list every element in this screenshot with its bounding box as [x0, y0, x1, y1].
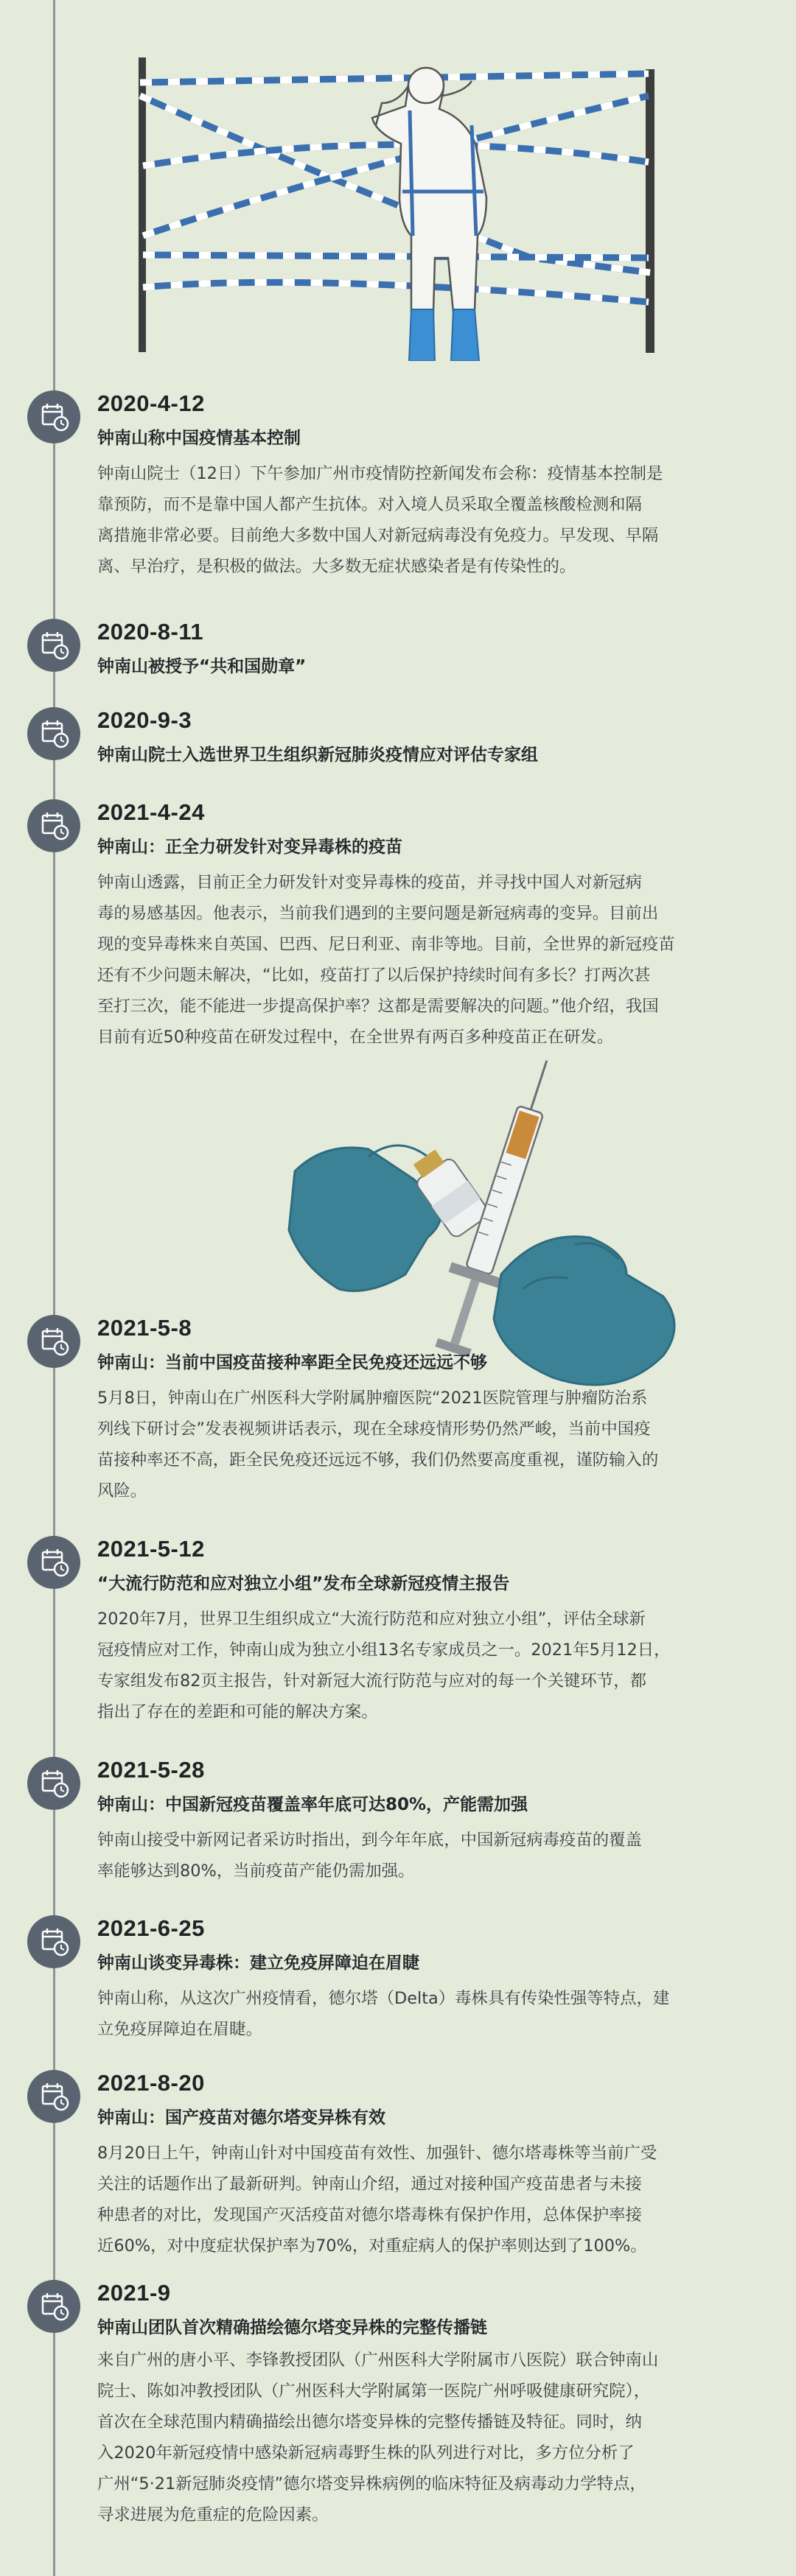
calendar-clock-icon	[27, 2280, 80, 2333]
body-line: 2020年7月，世界卫生组织成立“大流行防范和应对独立小组”，评估全球新	[97, 1610, 646, 1629]
entry-date: 2021-8-20	[97, 2070, 205, 2096]
entry-headline: 钟南山：国产疫苗对德尔塔变异株有效	[97, 2108, 385, 2127]
entry-date: 2021-4-24	[97, 799, 205, 825]
entry-body	[97, 2138, 746, 2261]
entry-date: 2020-4-12	[97, 390, 205, 416]
body-line: 目前有近50种疫苗在研发过程中，在全世界有两百多种疫苗正在研发。	[97, 1028, 614, 1047]
entry-headline: 钟南山：当前中国疫苗接种率距全民免疫还远远不够	[97, 1353, 487, 1372]
body-line: 列线下研讨会”发表视频讲话表示，现在全球疫情形势仍然严峻，当前中国疫	[97, 1419, 651, 1439]
entry-body	[97, 867, 746, 1053]
body-line: 专家组发布82页主报告，针对新冠大流行防范与应对的每一个关键环节，都	[97, 1671, 646, 1691]
body-line: 入2020年新冠疫情中感染新冠病毒野生株的队列进行对比，多方位分析了	[97, 2443, 635, 2463]
entry-body	[97, 2345, 746, 2530]
body-line: 钟南山接受中新网记者采访时指出，到今年年底，中国新冠病毒疫苗的覆盖	[97, 1831, 642, 1850]
body-line: 毒的易感基因。他表示，当前我们遇到的主要问题是新冠病毒的变异。目前出	[97, 904, 659, 923]
body-line: 现的变异毒株来自英国、巴西、尼日利亚、南非等地。目前，全世界的新冠疫苗	[97, 935, 675, 954]
entry-body	[97, 1983, 746, 2045]
body-line: 5月8日，钟南山在广州医科大学附属肿瘤医院“2021医院管理与肿瘤防治系	[97, 1389, 648, 1408]
body-line: 首次在全球范围内精确描绘出德尔塔变异株的完整传播链及特征。同时，纳	[97, 2412, 642, 2432]
calendar-clock-icon	[27, 1315, 80, 1368]
calendar-clock-icon	[27, 799, 80, 852]
calendar-clock-icon	[27, 2070, 80, 2123]
calendar-clock-icon	[27, 619, 80, 672]
body-line: 率能够达到80%，当前疫苗产能仍需加强。	[97, 1861, 415, 1881]
body-line: 来自广州的唐小平、李锋教授团队（广州医科大学附属市八医院）联合钟南山	[97, 2351, 659, 2370]
calendar-clock-icon	[27, 390, 80, 443]
body-line: 近60%，对中度症状保护率为70%，对重症病人的保护率则达到了100%。	[97, 2236, 647, 2256]
body-line: 还有不少问题未解决，“比如，疫苗打了以后保护持续时间有多长？打两次甚	[97, 966, 651, 985]
entry-body	[97, 1825, 746, 1887]
body-line: 广州“5·21新冠肺炎疫情”德尔塔变异株病例的临床特征及病毒动力学特点，	[97, 2474, 646, 2493]
entry-body	[97, 1604, 746, 1727]
entry-date: 2020-8-11	[97, 619, 204, 645]
body-line: 种患者的对比，发现国产灭活疫苗对德尔塔毒株有保护作用，总体保护率接	[97, 2205, 642, 2225]
entry-body	[97, 458, 746, 582]
body-line: 钟南山透露，目前正全力研发针对变异毒株的疫苗，并寻找中国人对新冠病	[97, 873, 642, 892]
entry-headline: 钟南山谈变异毒株：建立免疫屏障迫在眉睫	[97, 1954, 419, 1973]
medical-worker-taping-barrier-illustration	[118, 15, 678, 361]
body-line: 苗接种率还不高，距全民免疫还远远不够，我们仍然要高度重视，谨防输入的	[97, 1450, 659, 1470]
body-line: 8月20日上午，钟南山针对中国疫苗有效性、加强针、德尔塔毒株等当前广受	[97, 2144, 657, 2163]
entry-date: 2021-5-12	[97, 1536, 205, 1562]
body-line: 院士、陈如冲教授团队（广州医科大学附属第一医院广州呼吸健康研究院），	[97, 2382, 651, 2401]
body-line: 靠预防，而不是靠中国人都产生抗体。对入境人员采取全覆盖核酸检测和隔	[97, 495, 642, 514]
entry-headline: 钟南山团队首次精确描绘德尔塔变异株的完整传播链	[97, 2318, 487, 2337]
entry-date: 2021-5-28	[97, 1757, 205, 1783]
entry-date: 2021-6-25	[97, 1915, 205, 1941]
entry-body	[97, 1383, 746, 1506]
entry-date: 2021-9	[97, 2280, 171, 2306]
body-line: 钟南山称，从这次广州疫情看，德尔塔（Delta）毒株具有传染性强等特点，建	[97, 1989, 670, 2008]
entry-headline: 钟南山称中国疫情基本控制	[97, 429, 301, 448]
entry-date: 2020-9-3	[97, 707, 192, 733]
entry-headline: 钟南山院士入选世界卫生组织新冠肺炎疫情应对评估专家组	[97, 745, 538, 765]
body-line: 离措施非常必要。目前绝大多数中国人对新冠病毒没有免疫力。早发现、早隔	[97, 526, 659, 545]
body-line: 关注的话题作出了最新研判。钟南山介绍，通过对接种国产疫苗患者与未接	[97, 2175, 642, 2194]
entry-date: 2021-5-8	[97, 1315, 192, 1341]
entry-headline: 钟南山被授予“共和国勋章”	[97, 657, 307, 676]
calendar-clock-icon	[27, 707, 80, 760]
body-line: 风险。	[97, 1481, 147, 1501]
entry-headline: “大流行防范和应对独立小组”发布全球新冠疫情主报告	[97, 1574, 510, 1593]
body-line: 离、早治疗，是积极的做法。大多数无症状感染者是有传染性的。	[97, 557, 576, 576]
entry-headline: 钟南山：中国新冠疫苗覆盖率年底可达80%，产能需加强	[97, 1795, 528, 1814]
calendar-clock-icon	[27, 1915, 80, 1968]
body-line: 立免疫屏障迫在眉睫。	[97, 2020, 262, 2039]
calendar-clock-icon	[27, 1757, 80, 1810]
body-line: 冠疫情应对工作，钟南山成为独立小组13名专家成员之一。2021年5月12日，	[97, 1640, 671, 1660]
timeline-line	[53, 0, 55, 2576]
body-line: 寻求进展为危重症的危险因素。	[97, 2505, 329, 2524]
body-line: 钟南山院士（12日）下午参加广州市疫情防控新闻发布会称：疫情基本控制是	[97, 464, 663, 483]
body-line: 指出了存在的差距和可能的解决方案。	[97, 1702, 378, 1722]
entry-headline: 钟南山：正全力研发针对变异毒株的疫苗	[97, 838, 402, 857]
body-line: 至打三次，能不能进一步提高保护率？这都是需要解决的问题。”他介绍，我国	[97, 997, 659, 1016]
calendar-clock-icon	[27, 1536, 80, 1589]
